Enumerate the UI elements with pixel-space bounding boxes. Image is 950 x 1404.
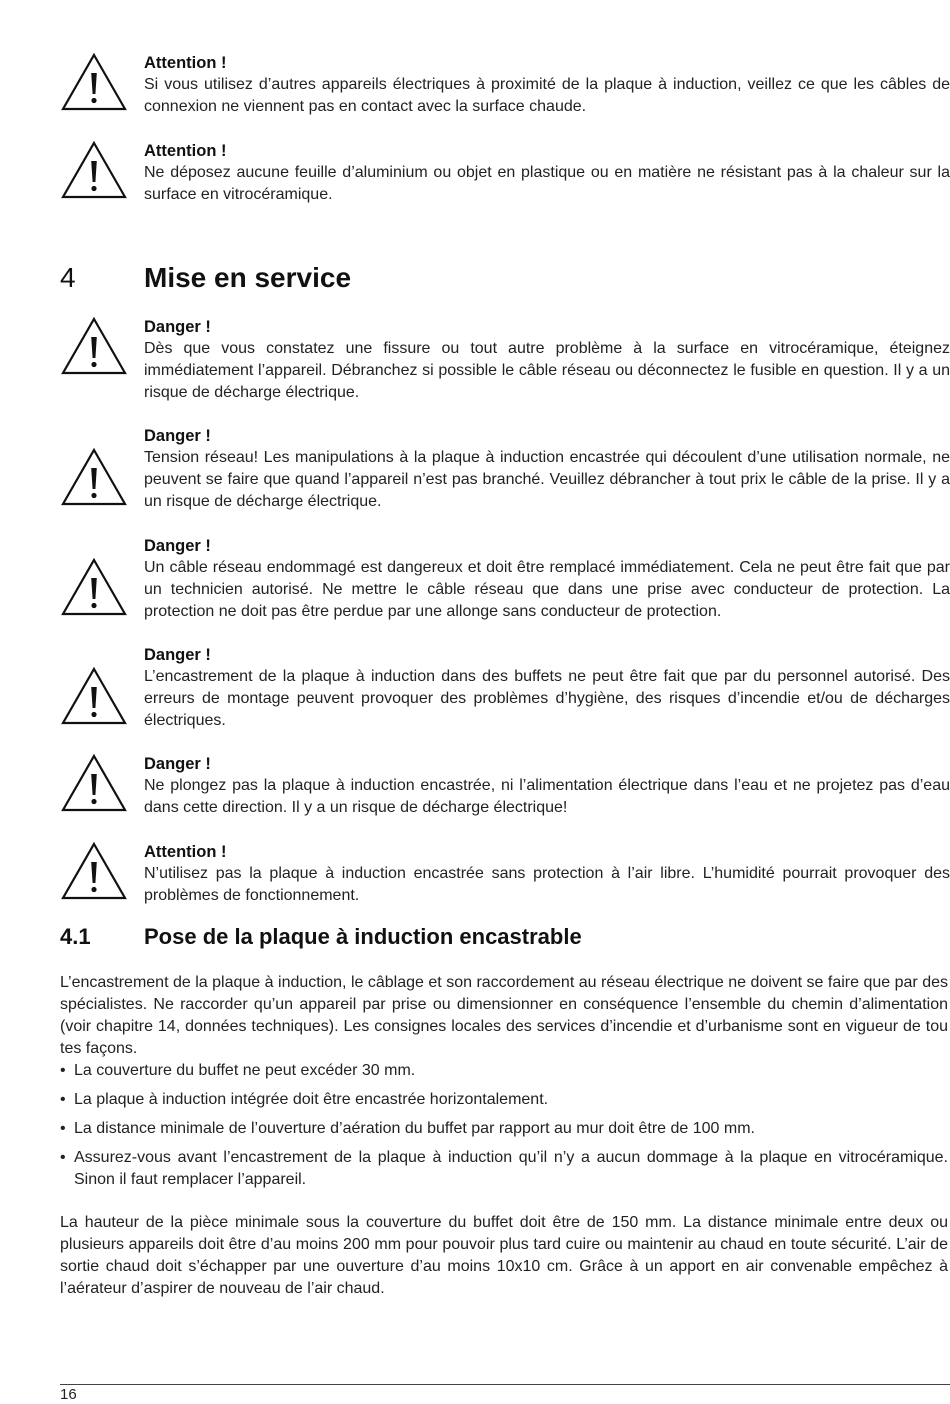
- list-item-text: La plaque à induction intégrée doit être encastrée horizontalement.: [74, 1091, 549, 1108]
- bullet-symbol: •: [60, 1091, 66, 1108]
- bullet-symbol: •: [60, 1149, 66, 1166]
- danger-title: Danger !: [144, 318, 211, 336]
- section-number: 4: [60, 262, 76, 293]
- danger-text: Un câble réseau endommagé est dangereux et doit être remplacé immédiatement. Cela ne peut être fait que par un technicien autorisé. Ne mettre le câble réseau que dans une prise avec conducteur de protection. La protection ne doit pas être perdue par une allonge sans conducteur de protection.: [144, 559, 950, 620]
- warning-title: Attention !: [144, 843, 227, 861]
- list-item: [60, 1089, 948, 1111]
- requirements-list: [60, 1060, 948, 1198]
- danger-title: Danger !: [144, 537, 211, 555]
- warning-triangle-icon: [60, 316, 128, 376]
- list-item: [60, 1060, 948, 1082]
- section-title: Mise en service: [144, 262, 352, 293]
- bullet-symbol: •: [60, 1120, 66, 1137]
- warning-triangle-icon: [60, 447, 128, 507]
- warning-triangle-icon: [60, 841, 128, 901]
- warning-triangle-icon: [60, 140, 128, 200]
- warning-triangle-icon: [60, 753, 128, 813]
- list-item: [60, 1118, 948, 1140]
- danger-title: Danger !: [144, 427, 211, 445]
- warning-text: Si vous utilisez d’autres appareils électriques à proximité de la plaque à induction, veillez ce que les câbles de connexion ne viennent pas en contact avec la surface chaude.: [144, 76, 950, 115]
- closing-paragraph: La hauteur de la pièce minimale sous la couverture du buffet doit être de 150 mm. La distance minimale entre deux ou plusieurs appareils doit être d’au moins 200 mm pour pouvoir plus tard cuire ou maintenir au chaud en toute sécurité. L’air de sortie chaud doit s’échapper par une ouverture d’au moins 10x10 cm. Grâce à un apport en air convenable empêchez à l’aérateur d’aspirer de nouveau de l’air chaud.: [60, 1214, 948, 1297]
- list-item: [60, 1147, 948, 1191]
- warning-triangle-icon: [60, 52, 128, 112]
- intro-paragraph: L’encastrement de la plaque à induction, le câblage et son raccordement au réseau électrique ne doivent se faire que par des spécialistes. Ne raccorder qu’un appareil par prise ou dimensionner en conséquence l’ensemble du chemin d’alimentation (voir chapitre 14, données techniques). Les consignes locales des services d’incendie et d’urbanisme sont en vigueur de tou tes façons.: [60, 974, 948, 1057]
- warning-triangle-icon: [60, 666, 128, 726]
- list-item-text: La distance minimale de l’ouverture d’aération du buffet par rapport au mur doit être de 100 mm.: [74, 1120, 755, 1137]
- danger-text: L’encastrement de la plaque à induction dans des buffets ne peut être fait que par du personnel autorisé. Des erreurs de montage peuvent provoquer des problèmes d’hygiène, des risques d’incendie et/ou de décharges électriques.: [144, 668, 950, 729]
- bullet-symbol: •: [60, 1062, 66, 1079]
- page-number: 16: [60, 1386, 77, 1403]
- danger-title: Danger !: [144, 646, 211, 664]
- subsection-title: Pose de la plaque à induction encastrable: [144, 924, 582, 949]
- warning-title: Attention !: [144, 54, 227, 72]
- list-item-text: Assurez-vous avant l’encastrement de la plaque à induction qu’il n’y a aucun dommage à la plaque en vitrocéramique. Sinon il faut remplacer l’appareil.: [74, 1149, 948, 1188]
- danger-text: Dès que vous constatez une fissure ou tout autre problème à la surface en vitrocéramique, éteignez immédiatement l’appareil. Débranchez si possible le câble réseau ou déconnectez le fusible en question. Il y a un risque de décharge électrique.: [144, 340, 950, 401]
- subsection-number: 4.1: [60, 924, 91, 949]
- list-item-text: La couverture du buffet ne peut excéder 30 mm.: [74, 1062, 416, 1079]
- warning-text: Ne déposez aucune feuille d’aluminium ou objet en plastique ou en matière ne résistant pas à la chaleur sur la surface en vitrocéramique.: [144, 164, 950, 203]
- warning-triangle-icon: [60, 557, 128, 617]
- warning-text: N’utilisez pas la plaque à induction encastrée sans protection à l’air libre. L’humidité pourrait provoquer des problèmes de fonctionnement.: [144, 865, 950, 904]
- danger-text: Ne plongez pas la plaque à induction encastrée, ni l’alimentation électrique dans l’eau et ne projetez pas d’eau dans cette direction. Il y a un risque de décharge électrique!: [144, 777, 950, 816]
- footer-divider: [60, 1384, 950, 1385]
- danger-text: Tension réseau! Les manipulations à la plaque à induction encastrée qui découlent d’une utilisation normale, ne peuvent se faire que quand l’appareil n’est pas branché. Veuillez débrancher à tout prix le câble de la prise. Il y a un risque de décharge électrique.: [144, 449, 950, 510]
- warning-title: Attention !: [144, 142, 227, 160]
- danger-title: Danger !: [144, 755, 211, 773]
